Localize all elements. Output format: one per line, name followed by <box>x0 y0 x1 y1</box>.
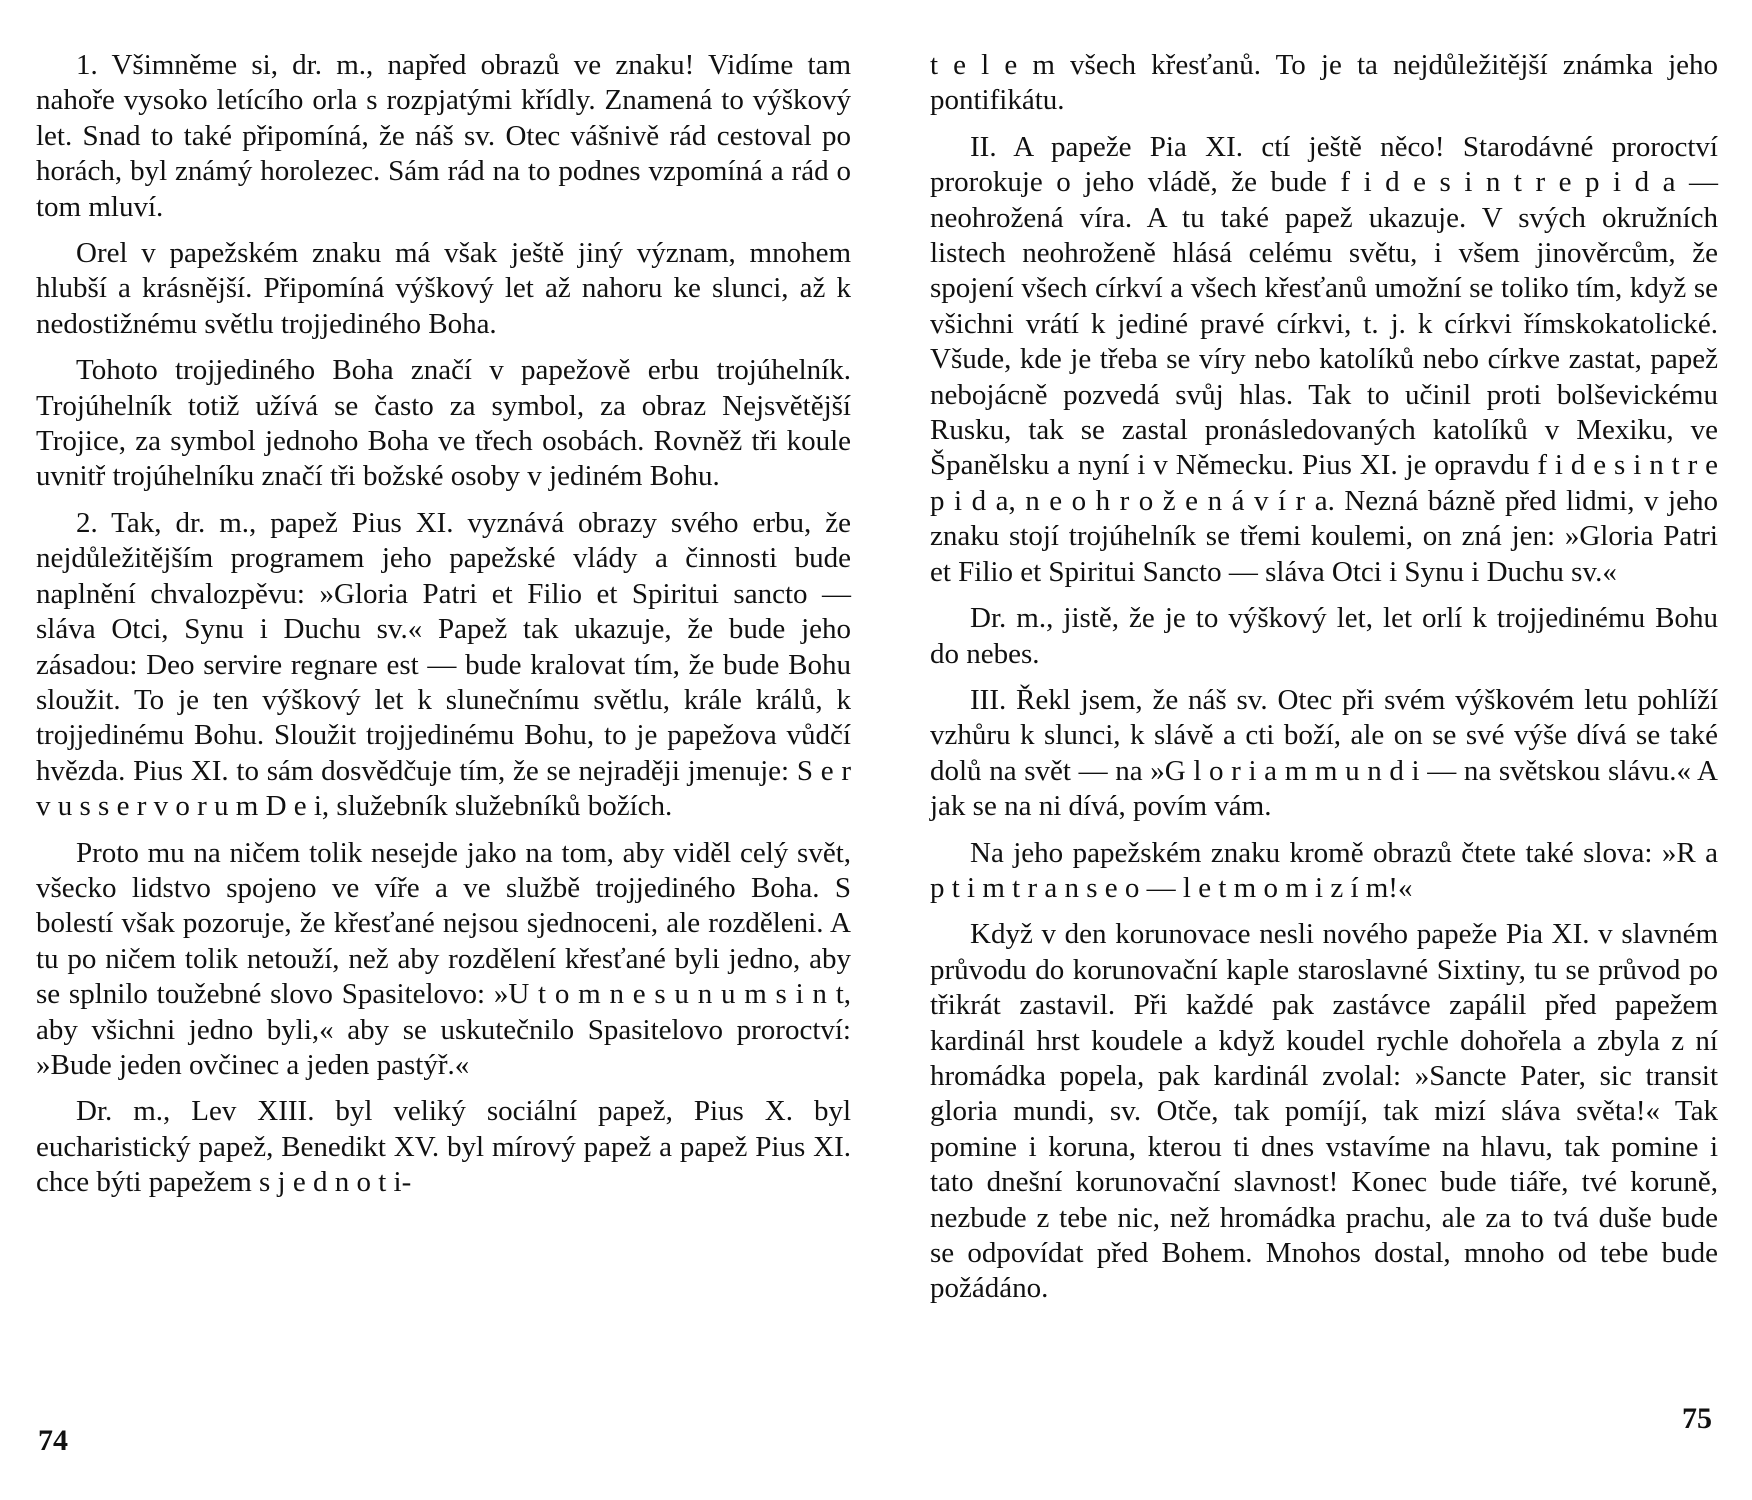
paragraph: III. Řekl jsem, že náš sv. Otec při svém výškovém letu pohlíží vzhůru k slunci, k slávě a cti boží, ale on se své výše dívá se také dolů na svět — na »G l o r i a m m u n d i — na světskou slávu.« A jak se na ni dívá, povím vám. <box>930 683 1718 823</box>
paragraph: II. A papeže Pia XI. ctí ještě něco! Starodávné proroctví prorokuje o jeho vládě, že bude f i d e s i n t r e p i d a — neohrožená víra. A tu také papež ukazuje. V svých okružních listech neohroženě hlásá celému světu, i všem jinověrcům, že spojení všech církví a všech křesťanů umožní se toliko tím, když se všichni vrátí k jediné pravé církvi, t. j. k církvi římskokatolické. Všude, kde je třeba se víry nebo katolíků nebo církve zastat, papež nebojácně pozvedá svůj hlas. Tak to učinil proti bolševickému Rusku, tak se zastal pronásledovaných katolíků v Mexiku, ve Španělsku a nyní i v Německu. Pius XI. je opravdu f i d e s i n t r e p i d a, n e o h r o ž e n á v í r a. Nezná bázně před lidmi, v jeho znaku stojí trojúhelník se třemi koulemi, on zná jen: »Gloria Patri et Filio et Spiritui Sancto — sláva Otci i Synu i Duchu sv.« <box>930 130 1718 588</box>
paragraph: Dr. m., jistě, že je to výškový let, let orlí k trojjedinému Bohu do nebes. <box>930 602 1718 670</box>
paragraph: Na jeho papežském znaku kromě obrazů čtete také slova: »R a p t i m t r a n s e o — l e t m o m i z í m!« <box>930 836 1718 904</box>
paragraph: Orel v papežském znaku má však ještě jiný význam, mnohem hlubší a krásnější. Připomíná výškový let až nahoru ke slunci, až k nedostižnému světlu trojjediného Boha. <box>36 237 851 340</box>
left-page <box>36 48 851 1212</box>
paragraph: Dr. m., Lev XIII. byl veliký sociální papež, Pius X. byl eucharistický papež, Benedikt XV. byl mírový papež a papež Pius XI. chce býti papežem s j e d n o t i- <box>36 1095 851 1199</box>
paragraph: 1. Všimněme si, dr. m., napřed obrazů ve znaku! Vidíme tam nahoře vysoko letícího orla s rozpjatými křídly. Znamená to výškový let. Snad to také připomíná, že náš sv. Otec vášnivě rád cestoval po horách, byl známý horolezec. Sám rád na to podnes vzpomíná a rád o tom mluví. <box>36 49 851 223</box>
paragraph: Když v den korunovace nesli nového papeže Pia XI. v slavném průvodu do korunovační kaple staroslavné Sixtiny, tu se průvod po třikrát zastavil. Při každé pak zastávce zapálil před papežem kardinál hrst koudele a když koudel rychle dohořela a zbyla z ní hromádka popela, pak kardinál zvolal: »Sancte Pater, sic transit gloria mundi, sv. Otče, tak pomíjí, tak mizí sláva světa!« Tak pomine i koruna, kterou ti dnes vstavíme na hlavu, tak pomine i tato dnešní korunovační slavnost! Konec bude tiáře, tvé koruně, nezbude z tebe nic, než hromádka prachu, ale za to tvá duše bude se odpovídat před Bohem. Mnohos dostal, mnoho od tebe bude požádáno. <box>930 918 1718 1305</box>
page-number-left: 74 <box>38 1424 68 1457</box>
paragraph: Proto mu na ničem tolik nesejde jako na tom, aby viděl celý svět, všecko lidstvo spojeno ve víře a ve službě trojjediného Boha. S bolestí však pozoruje, že křesťané nejsou sjednoceni, ale rozděleni. A tu po ničem tolik netouží, než aby rozdělení křesťané byli jedno, aby se splnilo toužebné slovo Spasitelovo: »U t o m n e s u n u m s i n t, aby všichni jedno byli,« aby se uskutečnilo Spasitelovo proroctví: »Bude jeden ovčinec a jeden pastýř.« <box>36 836 851 1081</box>
paragraph: t e l e m všech křesťanů. To je ta nejdůležitější známka jeho pontifikátu. <box>930 49 1718 117</box>
page-number-right: 75 <box>1682 1402 1712 1435</box>
paragraph: 2. Tak, dr. m., papež Pius XI. vyznává obrazy svého erbu, že nejdůležitějším programem jeho papežské vlády a činnosti bude naplnění chvalozpěvu: »Gloria Patri et Filio et Spiritui sancto — sláva Otci, Synu i Duchu sv.« Papež tak ukazuje, že bude jeho zásadou: Deo servire regnare est — bude kralovat tím, že bude Bohu sloužit. To je ten výškový let k slunečnímu světlu, krále králů, k trojjedinému Bohu. Sloužit trojjedinému Bohu, to je papežova vůdčí hvězda. Pius XI. to sám dosvědčuje tím, že se nejraději jmenuje: S e r v u s s e r v o r u m D e i, služebník služebníků božích. <box>36 506 851 823</box>
paragraph: Tohoto trojjediného Boha značí v papežově erbu trojúhelník. Trojúhelník totiž užívá se často za symbol, za obraz Nejsvětější Trojice, za symbol jednoho Boha ve třech osobách. Rovněž tři koule uvnitř trojúhelníku značí tři božské osoby v jediném Bohu. <box>36 354 851 493</box>
right-page <box>930 48 1718 1318</box>
